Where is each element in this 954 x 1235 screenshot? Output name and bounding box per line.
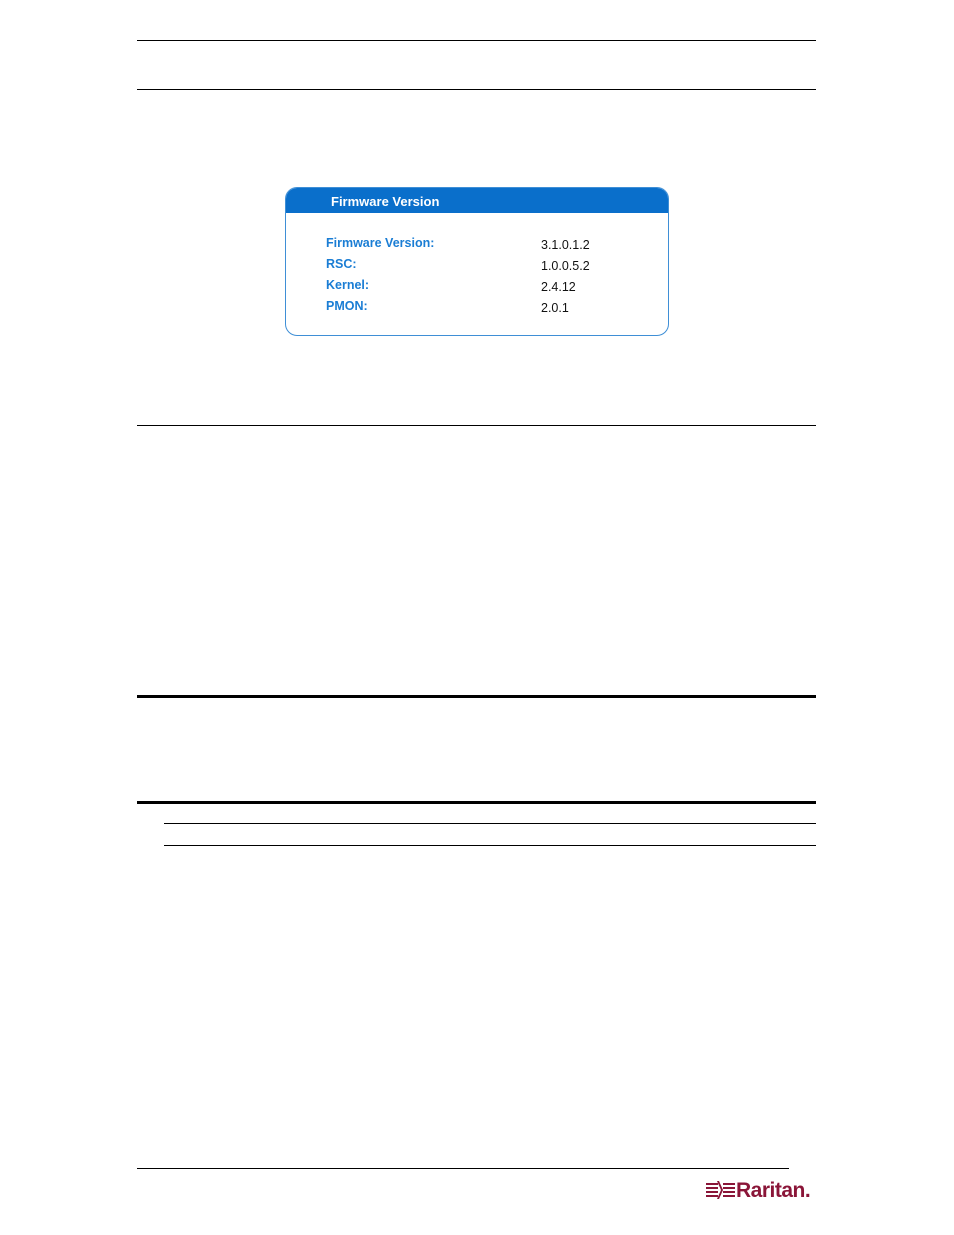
info-row xyxy=(326,236,658,256)
table-rule-1 xyxy=(164,823,816,824)
firmware-version-label: Firmware Version: xyxy=(326,236,435,250)
pmon-value: 2.0.1 xyxy=(541,301,569,315)
footer-rule xyxy=(137,1168,789,1169)
panel-header: Firmware Version xyxy=(286,188,668,213)
top-rule-1 xyxy=(137,40,816,41)
firmware-version-value: 3.1.0.1.2 xyxy=(541,238,590,252)
section-rule xyxy=(137,425,816,426)
heavy-rule-2 xyxy=(137,801,816,804)
info-row xyxy=(326,299,658,319)
rsc-label: RSC: xyxy=(326,257,357,271)
firmware-version-panel xyxy=(285,187,669,336)
rsc-value: 1.0.0.5.2 xyxy=(541,259,590,273)
pmon-label: PMON: xyxy=(326,299,368,313)
table-rule-2 xyxy=(164,845,816,846)
heavy-rule-1 xyxy=(137,695,816,698)
top-rule-2 xyxy=(137,89,816,90)
kernel-label: Kernel: xyxy=(326,278,370,292)
info-row xyxy=(326,278,658,298)
raritan-logo xyxy=(706,1178,816,1204)
kernel-value: 2.4.12 xyxy=(541,280,576,294)
info-row xyxy=(326,257,658,277)
raritan-logo-icon xyxy=(706,1181,736,1201)
raritan-logo-text: Raritan. xyxy=(736,1179,811,1202)
